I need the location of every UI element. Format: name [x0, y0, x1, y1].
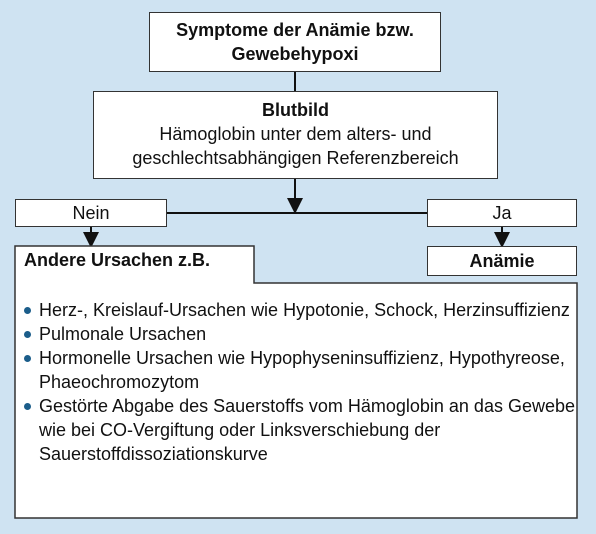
symptoms-title: Symptome der Anämie bzw. Gewebehypoxi [176, 20, 414, 64]
anaemie-box [427, 246, 577, 276]
other-causes-title: Andere Ursachen z.B. [24, 250, 211, 270]
list-item: Pulmonale Ursachen [22, 322, 577, 346]
blutbild-text: Hämoglobin unter dem alters- und geschlechtsabhängigen Referenzbereich [132, 124, 459, 168]
list-item: Hormonelle Ursachen wie Hypophyseninsuffizienz, Hypothyreose, Phaeochromozytom [22, 346, 577, 394]
blutbild-title: Blutbild [262, 100, 329, 120]
branch-no-label: Nein [72, 203, 110, 223]
anaemie-label: Anämie [469, 251, 535, 271]
branch-yes-label: Ja [492, 203, 512, 223]
other-causes-list [22, 298, 577, 466]
list-item: Herz-, Kreislauf-Ursachen wie Hypotonie, Schock, Herzinsuffizienz [22, 298, 577, 322]
branch-no-box [15, 199, 167, 227]
list-item: Gestörte Abgabe des Sauerstoffs vom Hämoglobin an das Gewebe wie bei CO-Vergiftung oder Linksverschiebung der Sauerstoffdissoziationskurve [22, 394, 577, 466]
branch-yes-box [427, 199, 577, 227]
symptoms-box [149, 12, 441, 72]
blutbild-box [93, 91, 498, 179]
